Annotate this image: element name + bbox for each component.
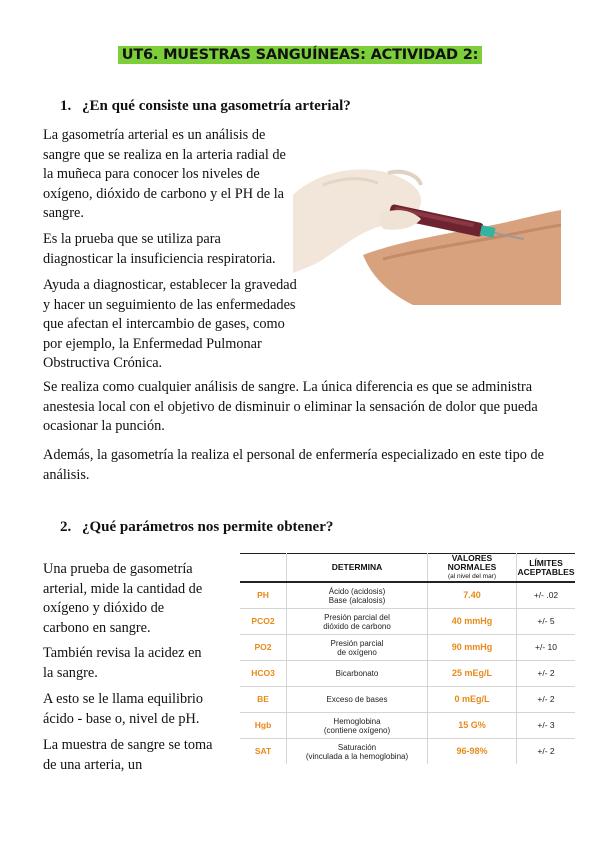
q1-paragraph-1: La gasometría arterial es un análisis de sangre que se realiza en la arteria radial de la muñeca para conocer los niveles de oxígeno, dióxido de carbono y el PH de la sangre. [43,127,286,221]
description-cell [287,582,428,609]
param-cell: PCO2 [240,609,287,635]
header-param [240,554,287,583]
question-2-text: ¿Qué parámetros nos permite obtener? [82,519,334,535]
description-line-1: Exceso de bases [326,695,388,704]
param-cell: SAT [240,739,287,765]
table-row [240,635,575,661]
table-row [240,713,575,739]
description-cell [287,661,428,687]
page-title: UT6. MUESTRAS SANGUÍNEAS: ACTIVIDAD 2: [118,46,482,64]
title-container [0,46,600,64]
q2-paragraph-3: A esto se le llama equilibrio ácido - base o, nivel de pH. [43,691,204,727]
q2-paragraph-4: La muestra de sangre se toma de una arteria, un [43,737,213,773]
limit-cell: +/- 2 [517,739,576,765]
param-cell: Hgb [240,713,287,739]
arterial-puncture-photo [293,155,561,305]
value-cell: 96-98% [428,739,517,765]
description-cell [287,739,428,765]
description-line-2: de oxígeno [337,647,377,657]
q1-paragraph-3: Ayuda a diagnosticar, establecer la gravedad y hacer un seguimiento de las enfermedades que afectan el intercambio de gases, como por ejemplo, la Enfermedad Pulmonar Obstructiva Crónica. [43,277,297,371]
description-line-1: Bicarbonato [335,669,379,678]
description-line-2: (contiene oxígeno) [323,725,391,735]
value-cell: 90 mmHg [428,635,517,661]
header-determina: DETERMINA [287,554,428,583]
limit-cell: +/- 3 [517,713,576,739]
param-cell: PO2 [240,635,287,661]
gasometry-parameters-table [240,553,575,764]
table-row [240,687,575,713]
description-line-2: Base (alcalosis) [328,595,386,605]
question-1-heading [60,98,351,115]
description-line-1: Presión parcial [330,638,384,648]
limit-cell: +/- 5 [517,609,576,635]
table-row [240,609,575,635]
description-cell [287,635,428,661]
value-cell: 0 mEg/L [428,687,517,713]
description-line-1: Hemoglobina [333,716,381,726]
description-line-2: dióxido de carbono [323,621,391,631]
description-cell [287,609,428,635]
limit-cell: +/- 2 [517,661,576,687]
table-row [240,739,575,765]
description-line-1: Saturación [337,742,377,752]
table-row [240,582,575,609]
value-cell: 25 mEg/L [428,661,517,687]
param-cell: PH [240,582,287,609]
header-limites: LÍMITES ACEPTABLES [517,554,576,583]
header-valores [428,554,517,583]
header-valores-label: VALORES NORMALES [447,553,497,572]
hand-syringe-illustration [293,155,561,305]
question-1-text: ¿En qué consiste una gasometría arterial? [82,98,351,114]
q2-paragraph-2: También revisa la acidez en la sangre. [43,645,202,681]
param-cell: BE [240,687,287,713]
limit-cell: +/- 10 [517,635,576,661]
description-line-1: Ácido (acidosis) [328,586,386,596]
question-1-number: 1. [60,98,72,114]
description-line-2: (vinculada a la hemoglobina) [305,751,409,761]
q2-paragraph-1: Una prueba de gasometría arterial, mide la cantidad de oxígeno y dióxido de carbono en sangre. [43,561,203,636]
value-cell: 40 mmHg [428,609,517,635]
question-2-heading [60,519,333,536]
table-header-row [240,554,575,583]
q1-paragraph-4: Se realiza como cualquier análisis de sangre. La única diferencia es que se administra anestesia local con el objetivo de disminuir o eliminar la sensación de dolor que pueda ocasionar la punción. [43,379,538,434]
table-row [240,661,575,687]
limit-cell: +/- 2 [517,687,576,713]
header-valores-sub: (al nivel del mar) [447,573,497,580]
question-2-number: 2. [60,519,72,535]
q1-paragraph-2: Es la prueba que se utiliza para diagnosticar la insuficiencia respiratoria. [43,231,276,267]
param-cell: HCO3 [240,661,287,687]
value-cell: 15 G% [428,713,517,739]
description-line-1: Presión parcial del [324,612,390,622]
value-cell: 7.40 [428,582,517,609]
limit-cell: +/- .02 [517,582,576,609]
q1-paragraph-5: Además, la gasometría la realiza el personal de enfermería especializado en este tipo de análisis. [43,447,544,483]
description-cell [287,713,428,739]
description-cell [287,687,428,713]
